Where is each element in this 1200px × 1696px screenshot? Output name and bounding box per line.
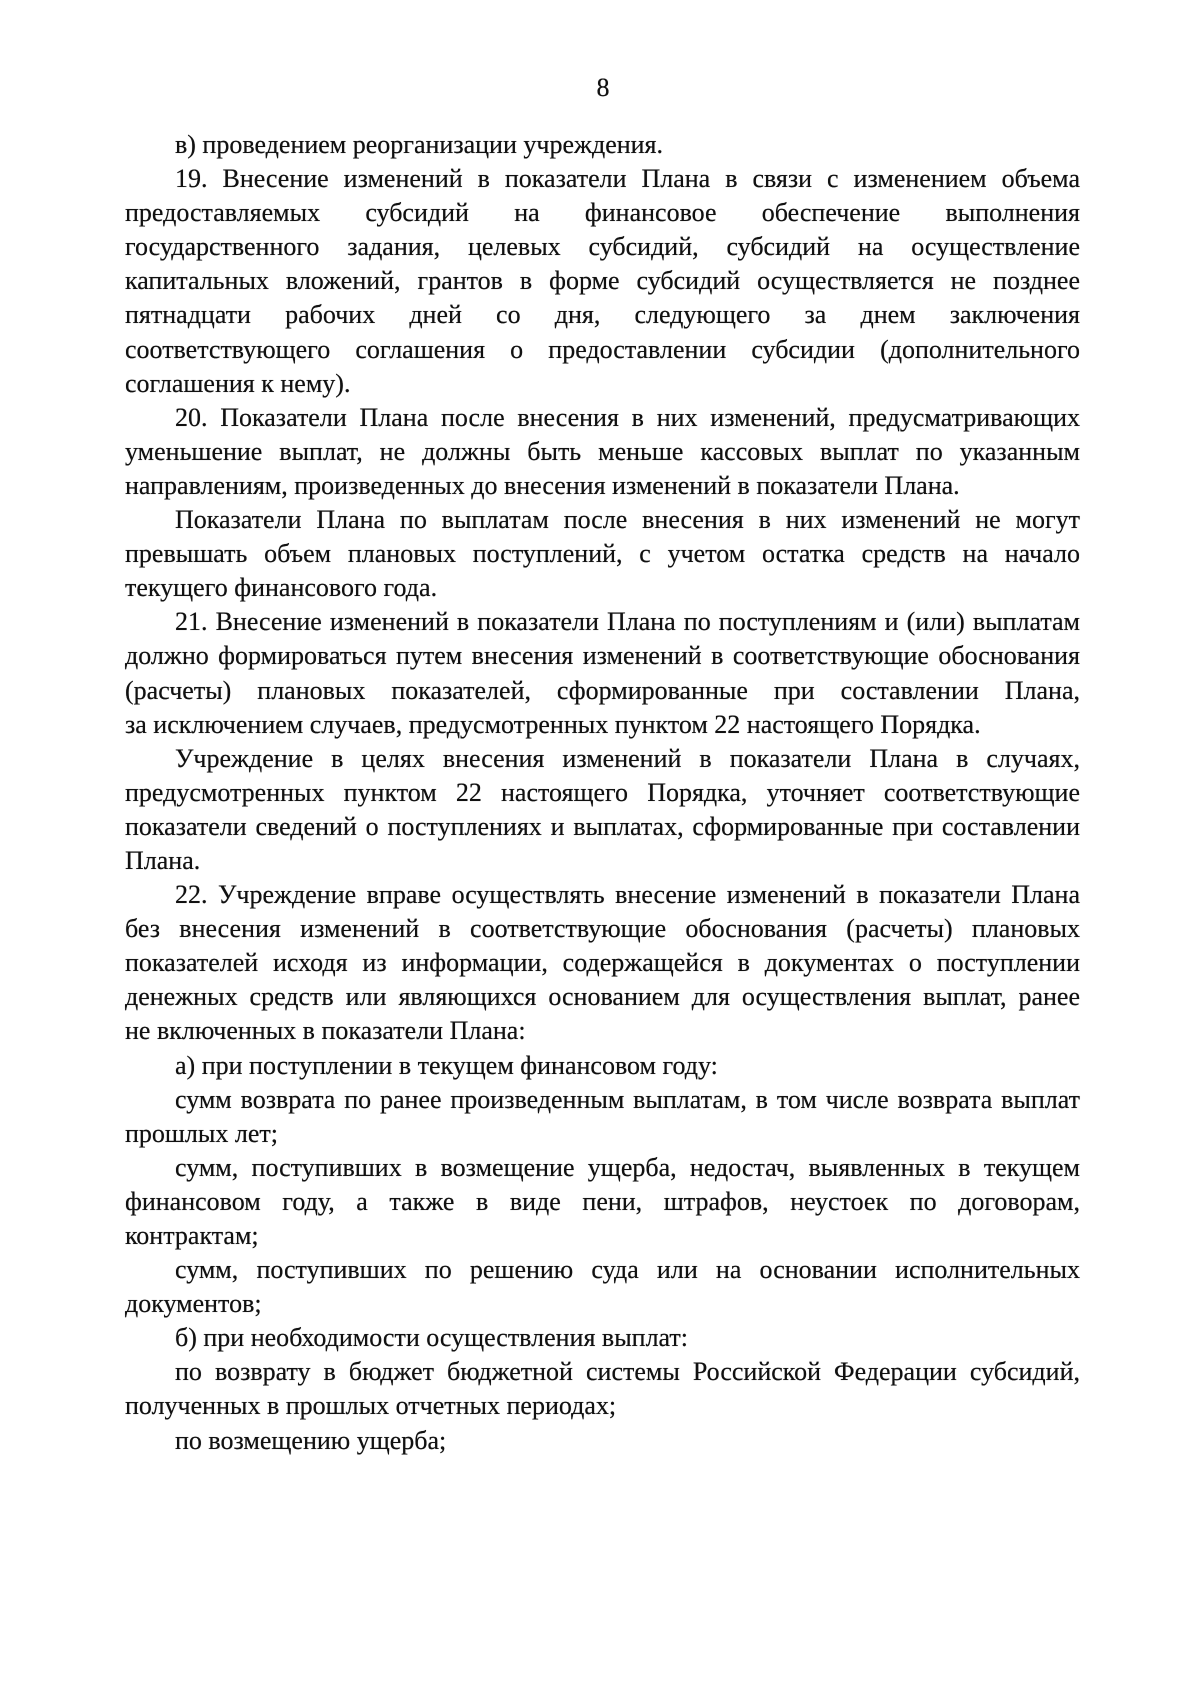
text-line: 21. Внесение изменений в показатели Плана по поступлениям и (или) выплатам xyxy=(175,607,1080,637)
clause-22-subitem-a xyxy=(125,1049,1080,1083)
text-line: по возврату в бюджет бюджетной системы Российской Федерации субсидий, xyxy=(175,1357,1080,1387)
text-line: контрактам; xyxy=(125,1221,259,1250)
clause-18-item-v xyxy=(125,128,1080,162)
text-line: не включенных в показатели Плана: xyxy=(125,1016,526,1046)
text-line: должно формироваться путем внесения изменений в соответствующие обоснования xyxy=(125,641,1080,671)
text-line: прошлых лет; xyxy=(125,1118,278,1148)
subitem-b-damage-compensation xyxy=(125,1424,1080,1458)
text-line: Показатели Плана по выплатам после внесения в них изменений не могут xyxy=(175,505,1080,535)
text-line: денежных средств или являющихся основанием для осуществления выплат, ранее xyxy=(125,982,1080,1012)
clause-22-subitem-b xyxy=(125,1321,1080,1355)
text-line: показателей исходя из информации, содержащейся в документах о поступлении xyxy=(125,948,1080,978)
text-line: сумм возврата по ранее произведенным выплатам, в том числе возврата выплат xyxy=(175,1084,1080,1114)
text-line: показатели сведений о поступлениях и выплатах, сформированные при составлении xyxy=(125,811,1080,841)
subitem-a-court-decisions xyxy=(125,1253,1080,1321)
text-line: соглашения к нему). xyxy=(125,368,351,398)
clause-21 xyxy=(125,605,1080,741)
text-line: капитальных вложений, грантов в форме субсидий осуществляется не позднее xyxy=(125,266,1080,296)
text-line: сумм, поступивших по решению суда или на основании исполнительных xyxy=(175,1255,1080,1285)
text-line: соответствующего соглашения о предоставлении субсидии (дополнительного xyxy=(125,334,1080,364)
text-line: государственного задания, целевых субсидий, субсидий на осуществление xyxy=(125,232,1080,262)
subitem-b-budget-return xyxy=(125,1355,1080,1423)
clause-20 xyxy=(125,401,1080,503)
text-line: по возмещению ущерба; xyxy=(175,1425,447,1455)
clause-21-paragraph-2 xyxy=(125,742,1080,878)
text-line: 22. Учреждение вправе осуществлять внесение изменений в показатели Плана xyxy=(175,880,1080,910)
document-body xyxy=(125,128,1080,1458)
text-line: предоставляемых субсидий на финансовое обеспечение выполнения xyxy=(125,198,1080,228)
text-line: уменьшение выплат, не должны быть меньше кассовых выплат по указанным xyxy=(125,436,1080,466)
text-line: финансовом году, а также в виде пени, штрафов, неустоек по договорам, xyxy=(125,1186,1080,1216)
text-line: документов; xyxy=(125,1289,262,1319)
text-line: текущего финансового года. xyxy=(125,573,438,603)
text-line: превышать объем плановых поступлений, с учетом остатка средств на начало xyxy=(125,539,1080,569)
text-line: сумм, поступивших в возмещение ущерба, недостач, выявленных в текущем xyxy=(175,1152,1080,1182)
text-line: 19. Внесение изменений в показатели Плана в связи с изменением объема xyxy=(175,164,1080,194)
text-line: полученных в прошлых отчетных периодах; xyxy=(125,1391,617,1421)
text-line: 20. Показатели Плана после внесения в них изменений, предусматривающих xyxy=(175,402,1080,432)
clause-22 xyxy=(125,878,1080,1048)
text-line: предусмотренных пунктом 22 настоящего Порядка, уточняет соответствующие xyxy=(125,777,1080,807)
text-line: Учреждение в целях внесения изменений в показатели Плана в случаях, xyxy=(175,743,1080,773)
text-line: б) при необходимости осуществления выплат: xyxy=(175,1323,689,1353)
text-line: без внесения изменений в соответствующие обоснования (расчеты) плановых xyxy=(125,914,1080,944)
text-line: за исключением случаев, предусмотренных пунктом 22 настоящего Порядка. xyxy=(125,709,981,739)
text-line: (расчеты) плановых показателей, сформированные при составлении Плана, xyxy=(125,675,1080,705)
text-line: пятнадцати рабочих дней со дня, следующего за днем заключения xyxy=(125,300,1080,330)
clause-20-paragraph-2 xyxy=(125,503,1080,605)
subitem-a-refunds xyxy=(125,1083,1080,1151)
text-line: Плана. xyxy=(125,845,201,875)
text-line: в) проведением реорганизации учреждения. xyxy=(175,130,664,159)
subitem-a-damages xyxy=(125,1151,1080,1253)
page-number: 8 xyxy=(596,73,610,102)
text-line: направлениям, произведенных до внесения изменений в показатели Плана. xyxy=(125,470,960,500)
text-line: а) при поступлении в текущем финансовом году: xyxy=(175,1050,718,1080)
clause-19 xyxy=(125,162,1080,401)
